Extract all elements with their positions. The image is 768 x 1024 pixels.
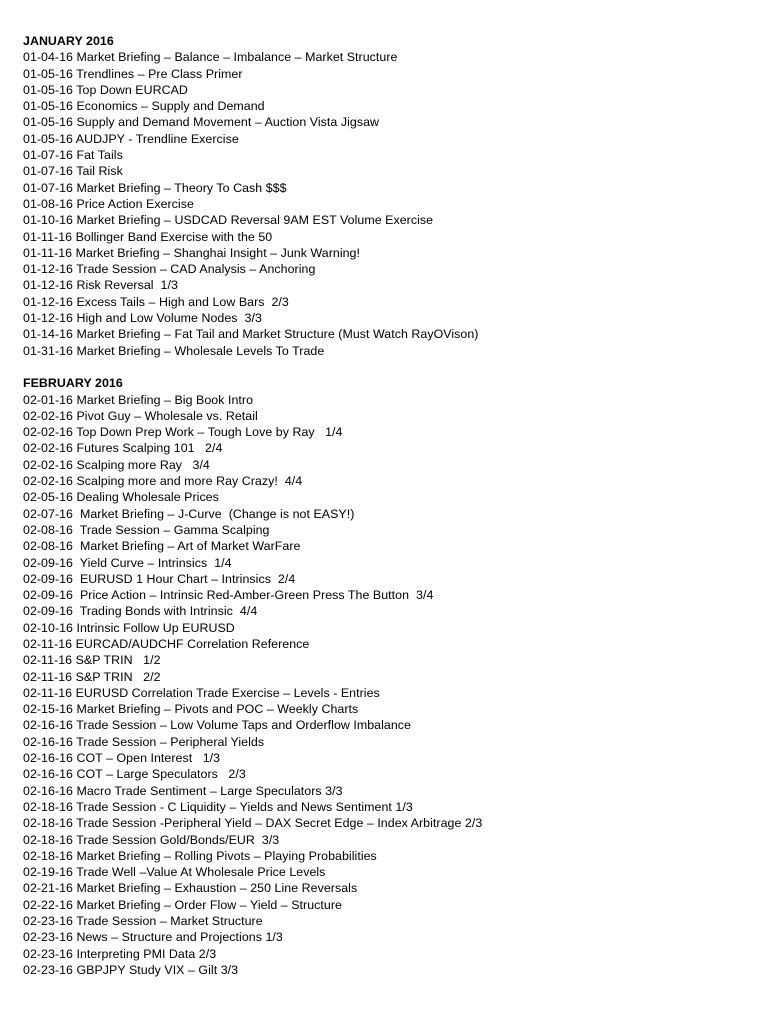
- list-item: 02-18-16 Trade Session -Peripheral Yield – DAX Secret Edge – Index Arbitrage 2/3: [23, 816, 483, 831]
- list-item: 02-22-16 Market Briefing – Order Flow – Yield – Structure: [23, 897, 342, 912]
- list-item: 01-05-16 Economics – Supply and Demand: [23, 99, 265, 114]
- list-item: 02-23-16 GBPJPY Study VIX – Gilt 3/3: [23, 962, 239, 977]
- list-item: 02-15-16 Market Briefing – Pivots and POC – Weekly Charts: [23, 702, 359, 717]
- list-item: 01-04-16 Market Briefing – Balance – Imbalance – Market Structure: [23, 50, 398, 65]
- list-item: 02-09-16 Yield Curve – Intrinsics 1/4: [23, 555, 232, 570]
- list-item: 02-18-16 Trade Session Gold/Bonds/EUR 3/3: [23, 832, 280, 847]
- list-item: 02-23-16 Interpreting PMI Data 2/3: [23, 946, 217, 961]
- list-item: 01-05-16 Trendlines – Pre Class Primer: [23, 66, 243, 81]
- list-item: 02-21-16 Market Briefing – Exhaustion – 250 Line Reversals: [23, 881, 358, 896]
- list-item: 01-05-16 Top Down EURCAD: [23, 82, 188, 97]
- list-item: 01-05-16 Supply and Demand Movement – Auction Vista Jigsaw: [23, 115, 380, 130]
- list-item: 01-14-16 Market Briefing – Fat Tail and Market Structure (Must Watch RayOVison): [23, 327, 479, 342]
- list-item: 02-16-16 Macro Trade Sentiment – Large Speculators 3/3: [23, 783, 343, 798]
- list-item: 01-12-16 Risk Reversal 1/3: [23, 278, 178, 293]
- list-item: 01-07-16 Market Briefing – Theory To Cash $$$: [23, 180, 287, 195]
- list-item: 02-11-16 EURCAD/AUDCHF Correlation Reference: [23, 636, 310, 651]
- list-item: 02-16-16 COT – Open Interest 1/3: [23, 751, 221, 766]
- list-item: 02-01-16 Market Briefing – Big Book Intro: [23, 392, 254, 407]
- list-item: 01-10-16 Market Briefing – USDCAD Reversal 9AM EST Volume Exercise: [23, 213, 434, 228]
- list-item: 01-12-16 Trade Session – CAD Analysis – Anchoring: [23, 262, 316, 277]
- list-item: 01-07-16 Fat Tails: [23, 148, 123, 163]
- list-item: 02-09-16 Trading Bonds with Intrinsic 4/4: [23, 604, 258, 619]
- list-item: 01-05-16 AUDJPY - Trendline Exercise: [23, 131, 239, 146]
- session-list: [23, 33, 753, 978]
- list-item: 02-02-16 Scalping more Ray 3/4: [23, 457, 210, 472]
- section-spacer: [23, 359, 753, 375]
- entry-list: [23, 392, 753, 979]
- month-section-january: [23, 33, 753, 359]
- list-item: 02-07-16 Market Briefing – J-Curve (Change is not EASY!): [23, 506, 355, 521]
- list-item: 02-02-16 Top Down Prep Work – Tough Love by Ray 1/4: [23, 425, 343, 440]
- section-heading: JANUARY 2016: [23, 34, 114, 48]
- section-heading: FEBRUARY 2016: [23, 376, 123, 391]
- list-item: 02-08-16 Trade Session – Gamma Scalping: [23, 522, 270, 537]
- list-item: 01-07-16 Tail Risk: [23, 164, 123, 179]
- list-item: 02-18-16 Market Briefing – Rolling Pivots – Playing Probabilities: [23, 848, 377, 863]
- list-item: 02-16-16 Trade Session – Peripheral Yields: [23, 734, 265, 749]
- list-item: 02-02-16 Pivot Guy – Wholesale vs. Retail: [23, 408, 258, 423]
- list-item: 02-11-16 EURUSD Correlation Trade Exercise – Levels - Entries: [23, 685, 380, 700]
- month-section-february: [23, 375, 753, 978]
- list-item: 02-16-16 Trade Session – Low Volume Taps and Orderflow Imbalance: [23, 718, 411, 733]
- list-item: 02-02-16 Futures Scalping 101 2/4: [23, 441, 223, 456]
- list-item: 02-11-16 S&P TRIN 1/2: [23, 653, 161, 668]
- list-item: 01-11-16 Market Briefing – Shanghai Insight – Junk Warning!: [23, 245, 360, 260]
- list-item: 02-23-16 Trade Session – Market Structure: [23, 914, 263, 929]
- entry-list: [23, 49, 753, 359]
- list-item: 02-10-16 Intrinsic Follow Up EURUSD: [23, 620, 235, 635]
- list-item: 02-11-16 S&P TRIN 2/2: [23, 669, 161, 684]
- list-item: 01-31-16 Market Briefing – Wholesale Levels To Trade: [23, 343, 325, 358]
- list-item: 01-08-16 Price Action Exercise: [23, 196, 194, 211]
- list-item: 01-11-16 Bollinger Band Exercise with the 50: [23, 229, 273, 244]
- list-item: 01-12-16 Excess Tails – High and Low Bars 2/3: [23, 294, 289, 309]
- list-item: 02-18-16 Trade Session - C Liquidity – Yields and News Sentiment 1/3: [23, 799, 413, 814]
- list-item: 02-09-16 EURUSD 1 Hour Chart – Intrinsics 2/4: [23, 571, 296, 586]
- list-item: 02-19-16 Trade Well –Value At Wholesale Price Levels: [23, 865, 326, 880]
- list-item: 02-23-16 News – Structure and Projections 1/3: [23, 930, 283, 945]
- list-item: 02-09-16 Price Action – Intrinsic Red-Amber-Green Press The Button 3/4: [23, 588, 434, 603]
- list-item: 02-02-16 Scalping more and more Ray Crazy! 4/4: [23, 474, 303, 489]
- list-item: 02-05-16 Dealing Wholesale Prices: [23, 490, 219, 505]
- list-item: 02-16-16 COT – Large Speculators 2/3: [23, 767, 246, 782]
- list-item: 02-08-16 Market Briefing – Art of Market WarFare: [23, 539, 301, 554]
- list-item: 01-12-16 High and Low Volume Nodes 3/3: [23, 311, 262, 326]
